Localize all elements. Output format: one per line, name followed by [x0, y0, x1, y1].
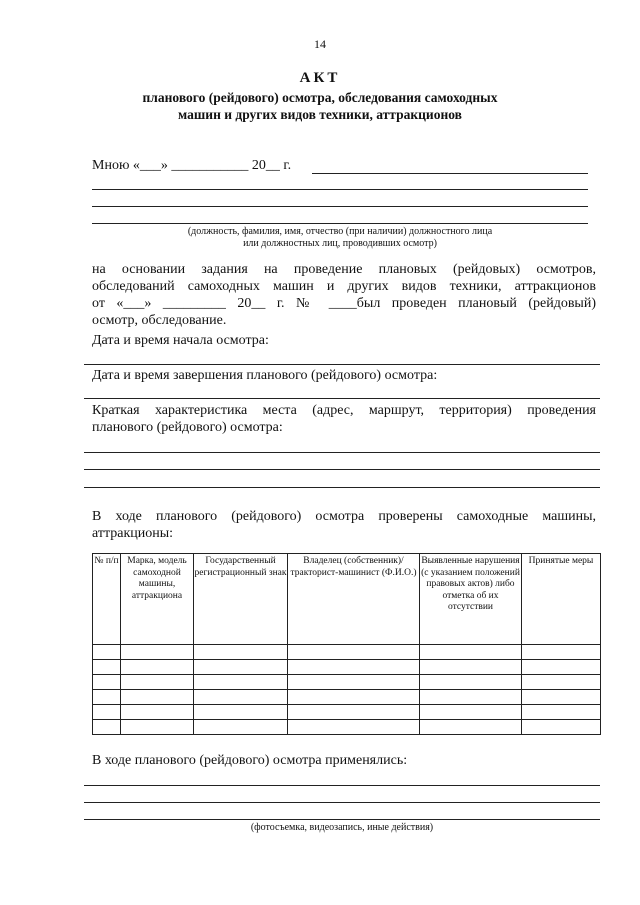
table-cell: [522, 675, 601, 690]
table-cell: [288, 720, 420, 735]
table-cell: [522, 660, 601, 675]
official-line-2: [92, 189, 588, 190]
place-line-1: Краткая характеристика места (адрес, маршрут, территория) проведения: [92, 403, 596, 418]
table-row: [93, 720, 601, 735]
official-name-line: [312, 173, 588, 174]
place-line-a: [84, 452, 600, 453]
end-datetime-label: Дата и время завершения планового (рейдового) осмотра:: [92, 368, 438, 383]
table-body: [93, 645, 601, 735]
official-note: [92, 226, 588, 250]
table-row: [93, 705, 601, 720]
header-owner: Владелец (собственник)/тракторист-машинист (Ф.И.О.): [288, 554, 420, 645]
table-cell: [288, 705, 420, 720]
document-subtitle-line-2: машин и других видов техники, аттракционов: [178, 107, 462, 122]
table-cell: [93, 645, 121, 660]
place-line-c: [84, 487, 600, 488]
table-cell: [288, 660, 420, 675]
table-cell: [420, 660, 522, 675]
header-violations: Выявленные нарушения (с указанием положений правовых актов) либо отметка об их отсутствии: [420, 554, 522, 645]
date-line: Мною «___» ___________ 20__ г.: [92, 158, 292, 173]
basis-line-2: обследований самоходных машин и других видов техники, аттракционов: [92, 279, 596, 294]
applied-label: В ходе планового (рейдового) осмотра применялись:: [92, 753, 408, 768]
start-datetime-line: [84, 364, 600, 365]
table-cell: [288, 675, 420, 690]
table-cell: [194, 705, 288, 720]
document-subtitle-line-1: планового (рейдового) осмотра, обследования самоходных: [142, 90, 498, 105]
basis-line-4: осмотр, обследование.: [92, 313, 227, 328]
document-title: АКТ: [299, 70, 341, 86]
table-header-row: [93, 554, 601, 645]
table-row: [93, 690, 601, 705]
table-cell: [522, 645, 601, 660]
basis-paragraph: [92, 261, 596, 329]
applied-note: (фотосъемка, видеозапись, иные действия): [250, 822, 434, 833]
table-cell: [121, 720, 194, 735]
official-line-4: [92, 223, 588, 224]
table-cell: [93, 690, 121, 705]
table-cell: [522, 720, 601, 735]
table-cell: [194, 690, 288, 705]
header-registration: Государственный регистрационный знак: [194, 554, 288, 645]
applied-line-a: [84, 785, 600, 786]
table-cell: [194, 675, 288, 690]
table-cell: [121, 690, 194, 705]
table-cell: [121, 675, 194, 690]
table-cell: [121, 705, 194, 720]
table-cell: [194, 645, 288, 660]
applied-line-c: [84, 819, 600, 820]
table-cell: [288, 645, 420, 660]
table-cell: [121, 660, 194, 675]
checked-line-1: В ходе планового (рейдового) осмотра проверены самоходные машины,: [92, 509, 596, 524]
checked-line-2: аттракционы:: [92, 526, 174, 541]
official-note-line-1: (должность, фамилия, имя, отчество (при наличии) должностного лица: [187, 226, 493, 237]
vehicles-table: [92, 553, 601, 735]
table-cell: [420, 705, 522, 720]
table-cell: [420, 645, 522, 660]
basis-line-1: на основании задания на проведение плановых (рейдовых) осмотров,: [92, 262, 596, 277]
table-cell: [93, 720, 121, 735]
table-cell: [420, 675, 522, 690]
place-paragraph: [92, 402, 596, 436]
official-line-3: [92, 206, 588, 207]
table-cell: [93, 660, 121, 675]
table-cell: [93, 675, 121, 690]
checked-paragraph: [92, 508, 596, 542]
basis-line-3: от «___» _________ 20__ г. № ____был проведен плановый (рейдовый): [92, 296, 596, 311]
table-cell: [194, 720, 288, 735]
table-cell: [288, 690, 420, 705]
table-cell: [420, 690, 522, 705]
table-row: [93, 675, 601, 690]
page-number: 14: [314, 37, 326, 51]
header-model: Марка, модель самоходной машины, аттракциона: [121, 554, 194, 645]
table-row: [93, 660, 601, 675]
table-cell: [121, 645, 194, 660]
place-line-b: [84, 469, 600, 470]
place-line-2: планового (рейдового) осмотра:: [92, 420, 283, 435]
table-cell: [522, 705, 601, 720]
official-note-line-2: или должностных лиц, проводивших осмотр): [243, 238, 437, 249]
start-datetime-label: Дата и время начала осмотра:: [92, 333, 269, 348]
table-row: [93, 645, 601, 660]
table-cell: [522, 690, 601, 705]
header-measures: Принятые меры: [522, 554, 601, 645]
applied-line-b: [84, 802, 600, 803]
table-cell: [194, 660, 288, 675]
end-datetime-line: [84, 398, 600, 399]
table-cell: [420, 720, 522, 735]
table-cell: [93, 705, 121, 720]
header-number: № п/п: [93, 554, 121, 645]
